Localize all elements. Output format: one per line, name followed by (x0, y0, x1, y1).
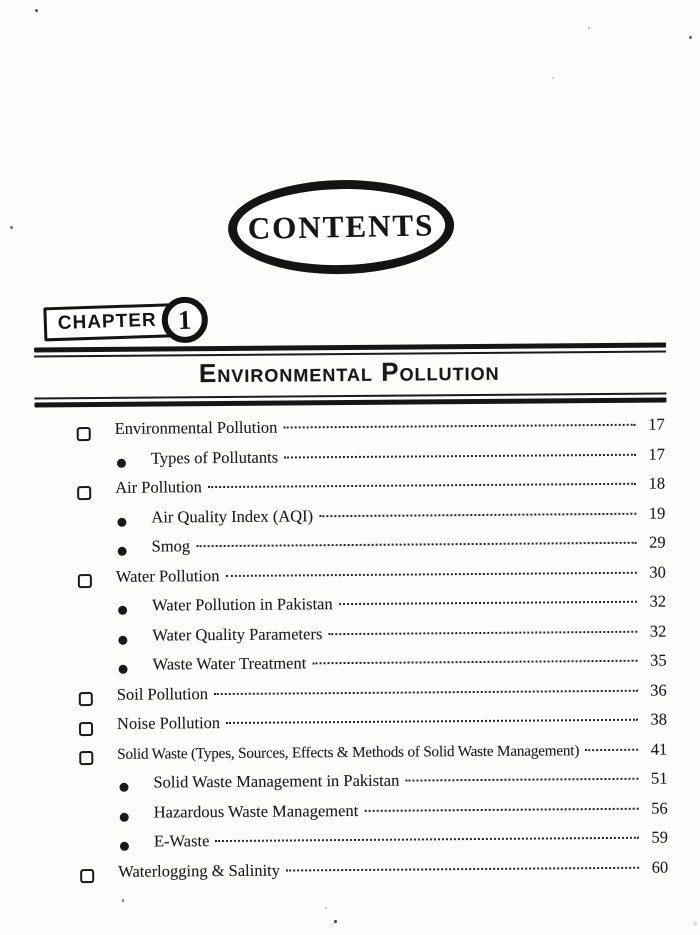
dot-bullet-icon (120, 842, 129, 851)
dot-leader (196, 542, 636, 547)
dot-leader (328, 630, 637, 634)
dot-leader (284, 453, 636, 458)
toc-entry-page: 56 (651, 798, 668, 818)
toc-entry-page: 19 (648, 503, 666, 523)
toc-entry-title: Smog (151, 536, 191, 556)
dot-leader (215, 837, 639, 842)
dot-leader (208, 483, 636, 488)
toc-entry-page: 38 (650, 709, 668, 729)
toc-entry-title: Air Quality Index (AQI) (151, 505, 314, 527)
toc-entry-title: Soil Pollution (116, 683, 209, 704)
chapter-number: 1 (177, 304, 192, 335)
dot-leader (585, 748, 638, 750)
dot-bullet-icon (117, 459, 126, 468)
dot-bullet-icon (117, 518, 126, 527)
toc-entry-page: 18 (648, 473, 666, 493)
scan-speck (693, 921, 697, 926)
dot-leader (312, 660, 637, 665)
contents-badge (227, 178, 455, 276)
square-bullet-icon (77, 486, 91, 500)
dot-bullet-icon (118, 606, 127, 615)
toc-entry-title: E-Waste (153, 831, 210, 851)
scan-speck (10, 226, 13, 229)
square-bullet-icon (78, 574, 92, 588)
dot-leader (339, 601, 637, 605)
scan-speck (588, 27, 590, 29)
toc-entry-page: 60 (651, 857, 669, 877)
toc-entry-page: 51 (650, 768, 668, 788)
toc-entry-title: Hazardous Waste Management (153, 800, 359, 822)
rule-thick-line (34, 398, 666, 408)
toc-entry-page: 36 (650, 680, 667, 700)
toc-list (35, 415, 669, 892)
dot-leader (319, 512, 636, 516)
toc-entry-title: Solid Waste (Types, Sources, Effects & Methods of Solid Waste Management) (117, 741, 580, 763)
toc-entry-page: 17 (648, 444, 665, 464)
dot-leader (283, 424, 635, 429)
square-bullet-icon (79, 722, 93, 736)
toc-entry-page: 32 (649, 591, 667, 611)
square-bullet-icon (79, 692, 93, 706)
toc-entry-page: 17 (648, 414, 665, 434)
scan-speck (35, 9, 38, 12)
square-bullet-icon (77, 427, 91, 441)
toc-entry-title: Waterlogging & Salinity (118, 860, 281, 881)
dot-bullet-icon (118, 547, 127, 556)
chapter-number-badge (161, 296, 208, 343)
dot-bullet-icon (119, 665, 128, 674)
square-bullet-icon (79, 751, 93, 765)
toc-entry-title: Water Quality Parameters (152, 623, 323, 645)
dot-bullet-icon (120, 812, 129, 821)
dot-leader (214, 689, 638, 694)
scan-speck (552, 77, 554, 79)
toc-entry-title: Types of Pollutants (150, 447, 279, 468)
dot-bullet-icon (119, 783, 128, 792)
toc-entry-title: Solid Waste Management in Pakistan (153, 770, 400, 792)
toc-entry-page: 41 (650, 739, 668, 759)
toc-entry-page: 32 (649, 621, 667, 641)
toc-entry-page: 30 (649, 562, 666, 582)
toc-entry-page: 59 (651, 827, 668, 847)
dot-leader (226, 719, 638, 724)
scan-speck (334, 920, 337, 923)
toc-entry-title: Waste Water Treatment (152, 653, 307, 674)
toc-entry-title: Noise Pollution (116, 713, 221, 733)
toc-entry-page: 29 (649, 532, 666, 552)
square-bullet-icon (80, 869, 94, 883)
toc-entry-page: 35 (649, 650, 667, 670)
scan-speck (325, 907, 327, 909)
chapter-badge (43, 296, 208, 347)
scan-speck (689, 36, 692, 39)
chapter-label: CHAPTER (43, 303, 176, 341)
dot-leader (225, 571, 636, 576)
scan-speck (122, 899, 124, 902)
toc-entry-title: Water Pollution in Pakistan (151, 594, 333, 615)
toc-entry-title: Water Pollution (115, 565, 220, 586)
dot-leader (405, 778, 638, 782)
toc-entry (38, 857, 668, 891)
dot-bullet-icon (118, 636, 127, 645)
chapter-title: Environmental Pollution (198, 355, 500, 389)
dot-leader (286, 866, 639, 871)
title-rule-bottom (34, 393, 666, 408)
toc-entry-title: Air Pollution (115, 477, 202, 497)
toc-entry-title: Environmental Pollution (114, 417, 278, 438)
contents-badge-label: CONTENTS (247, 207, 435, 246)
dot-leader (364, 807, 638, 811)
